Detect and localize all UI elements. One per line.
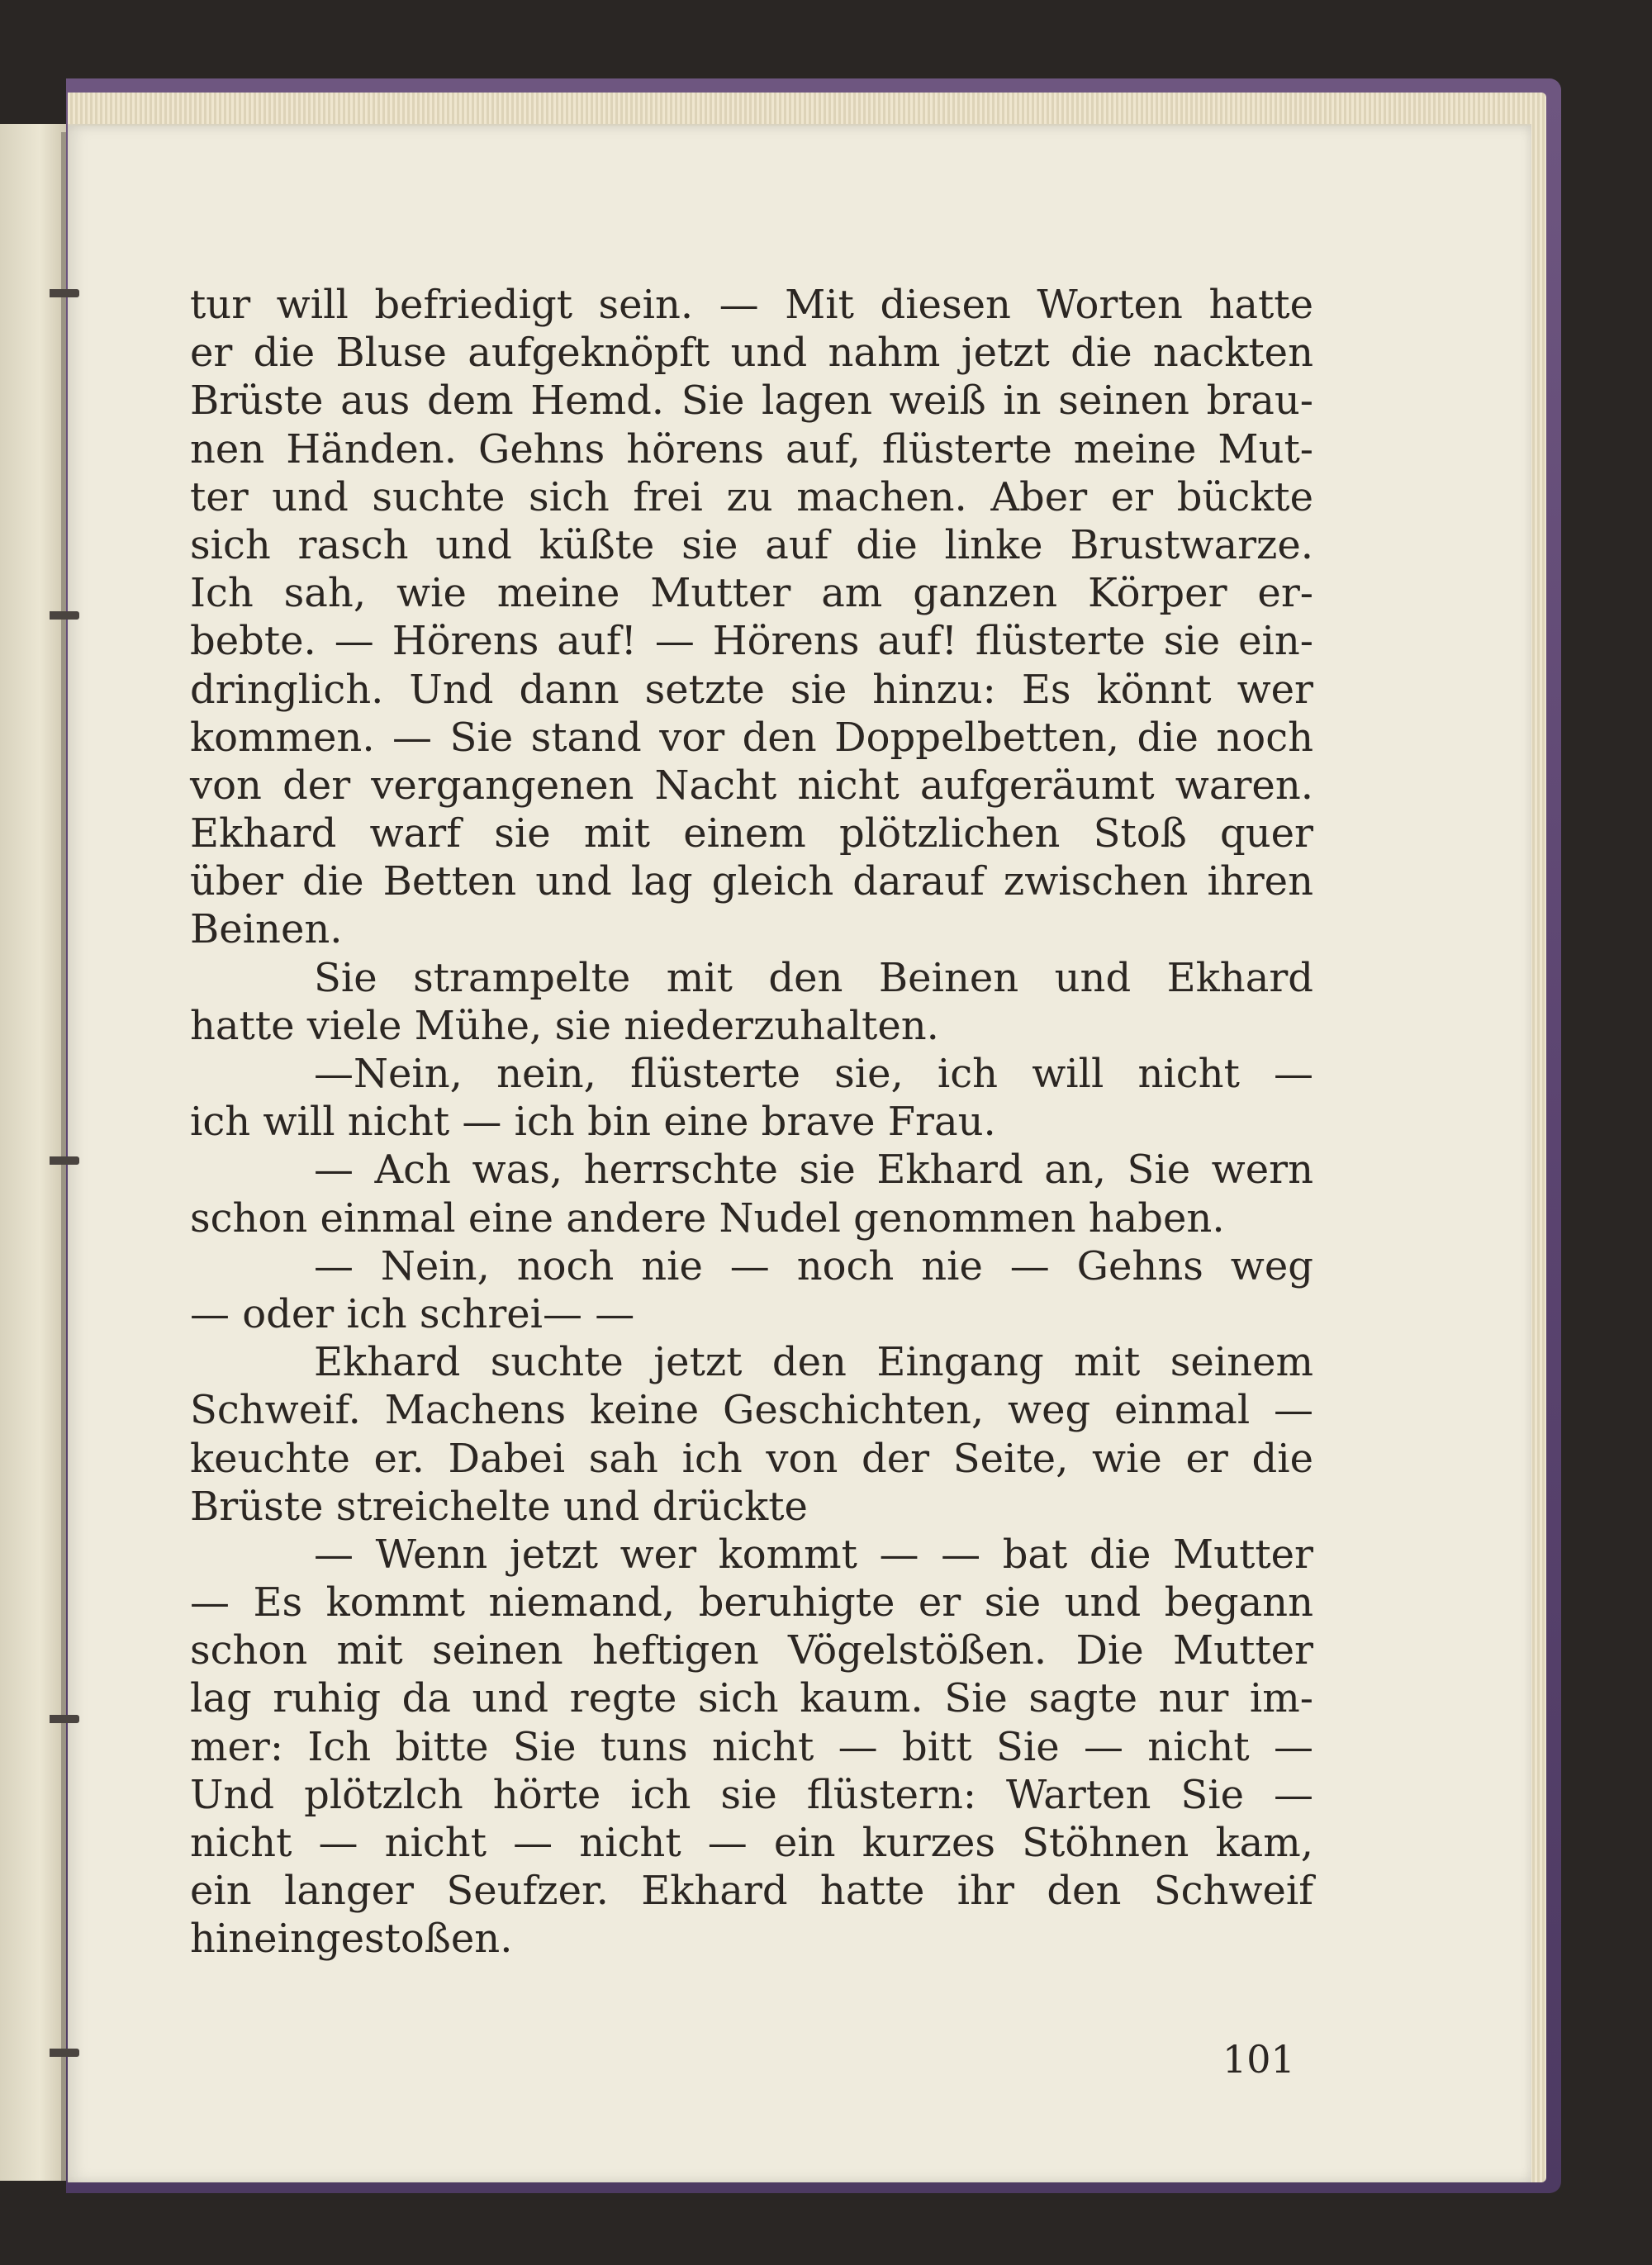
text-line: dringlich. Und dann setzte sie hinzu: Es könnt wer (190, 666, 1313, 713)
text-line: Und plötzlch hörte ich sie flüstern: Warten Sie — (190, 1771, 1313, 1818)
text-line: über die Betten und lag gleich darauf zwischen ihren (190, 858, 1313, 905)
binding-stitch (50, 611, 79, 620)
text-line: Brüste streichelte und drückte (190, 1483, 808, 1530)
body-text (190, 281, 1313, 1963)
text-line: schon mit seinen heftigen Vögelstößen. Die Mutter (190, 1627, 1313, 1674)
text-line: ter und suchte sich frei zu machen. Aber er bückte (190, 473, 1313, 520)
text-line: Ekhard suchte jetzt den Eingang mit seinem (314, 1339, 1313, 1386)
text-line: keuchte er. Dabei sah ich von der Seite, wie er die (190, 1435, 1313, 1482)
text-line: ich will nicht — ich bin eine brave Frau. (190, 1099, 996, 1146)
binding-stitch (50, 289, 79, 297)
text-line: — Ach was, herrschte sie Ekhard an, Sie wern (314, 1147, 1313, 1194)
text-line: tur will befriedigt sein. — Mit diesen Worten hatte (190, 282, 1313, 328)
text-line: Brüste aus dem Hemd. Sie lagen weiß in seinen brau- (190, 378, 1313, 425)
text-line: Beinen. (190, 906, 343, 953)
text-line: ein langer Seufzer. Ekhard hatte ihr den Schweif (190, 1868, 1313, 1915)
text-line: kommen. — Sie stand vor den Doppelbetten, die noch (190, 714, 1313, 761)
text-line: mer: Ich bitte Sie tuns nicht — bitt Sie — nicht — (190, 1723, 1313, 1770)
text-line: —Nein, nein, flüsterte sie, ich will nicht — (314, 1051, 1313, 1097)
text-line: — Es kommt niemand, beruhigte er sie und begann (190, 1579, 1313, 1626)
text-line: Schweif. Machens keine Geschichten, weg einmal — (190, 1387, 1313, 1434)
text-line: lag ruhig da und regte sich kaum. Sie sagte nur im- (190, 1675, 1313, 1722)
binding-stitch (50, 1156, 79, 1165)
text-line: Ich sah, wie meine Mutter am ganzen Körper er- (190, 570, 1313, 617)
text-line: er die Bluse aufgeknöpft und nahm jetzt die nackten (190, 330, 1313, 377)
text-line: von der vergangenen Nacht nicht aufgeräumt waren. (190, 762, 1313, 809)
text-line: Ekhard warf sie mit einem plötzlichen Stoß quer (190, 810, 1313, 857)
binding-stitch (50, 1715, 79, 1723)
page-number: 101 (1222, 2037, 1295, 2082)
text-line: — Nein, noch nie — noch nie — Gehns weg (314, 1242, 1313, 1289)
text-line: hineingestoßen. (190, 1916, 513, 1963)
left-page-sliver (0, 124, 66, 2181)
binding-stitch (50, 2049, 79, 2057)
text-line: — oder ich schrei— — (190, 1290, 635, 1337)
text-line: bebte. — Hörens auf! — Hörens auf! flüsterte sie ein- (190, 618, 1313, 665)
text-line: sich rasch und küßte sie auf die linke Brustwarze. (190, 521, 1313, 568)
text-line: — Wenn jetzt wer kommt — — bat die Mutter (314, 1531, 1313, 1578)
text-line: Sie strampelte mit den Beinen und Ekhard (314, 954, 1313, 1001)
text-line: schon einmal eine andere Nudel genommen haben. (190, 1194, 1225, 1242)
text-line: nen Händen. Gehns hörens auf, flüsterte meine Mut- (190, 425, 1313, 472)
text-line: hatte viele Mühe, sie niederzuhalten. (190, 1002, 939, 1049)
text-line: nicht — nicht — nicht — ein kurzes Stöhnen kam, (190, 1820, 1313, 1866)
